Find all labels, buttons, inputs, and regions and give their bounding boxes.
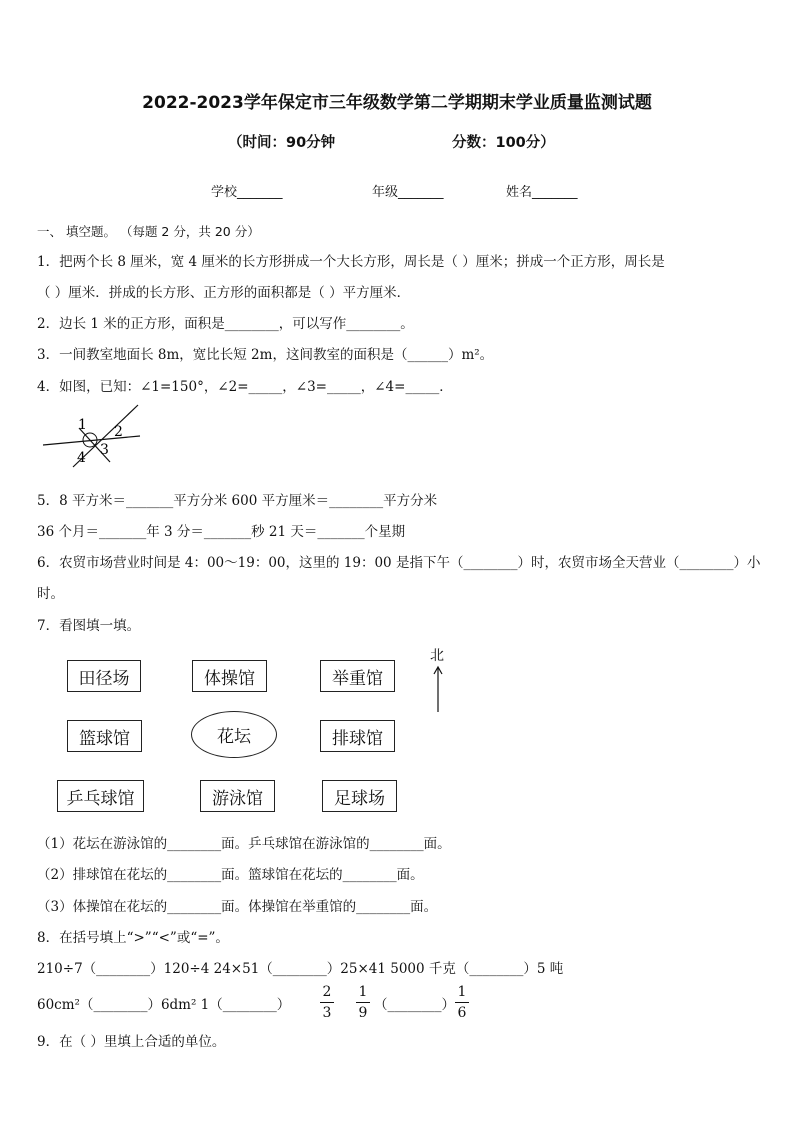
angle-figure — [40, 402, 150, 472]
school-field: 学校_______ — [211, 185, 283, 200]
question-7-sub-2: （2）排球馆在花坛的________面。篮球馆在花坛的________面。 — [37, 867, 424, 883]
section-heading: 一、 填空题。 （每题 2 分，共 20 分） — [37, 224, 260, 239]
fraction-bar — [455, 1002, 469, 1003]
box-zuqiu: 足球场 — [322, 780, 397, 812]
angle-label-3: 3 — [100, 442, 109, 458]
exam-time: （时间：90分钟 — [228, 135, 336, 151]
fraction-bar — [356, 1002, 370, 1003]
fraction-numerator: 2 — [322, 984, 332, 1000]
question-6-line-1: 6．农贸市场营业时间是 4：00～19：00，这里的 19：00 是指下午（________）时，农贸市场全天营业（________）小 — [37, 555, 761, 571]
fraction-two-thirds — [320, 983, 334, 1022]
question-3: 3．一间教室地面长 8m，宽比长短 2m，这间教室的面积是（______）m²。 — [37, 347, 494, 363]
angle-label-2: 2 — [114, 424, 123, 440]
question-1-line-1: 1．把两个长 8 厘米，宽 4 厘米的长方形拼成一个大长方形，周长是（ ）厘米；拼成一个正方形，周长是 — [37, 254, 665, 270]
question-8-line-2: 60cm²（________）6dm² 1（________） — [37, 997, 291, 1013]
box-paiqiu: 排球馆 — [320, 720, 395, 752]
fraction-bar — [320, 1002, 334, 1003]
fraction-denominator: 6 — [457, 1005, 467, 1021]
question-7: 7．看图填一填。 — [37, 618, 141, 634]
question-8: 8．在括号填上“>”“<”或“=”。 — [37, 930, 229, 946]
fraction-denominator: 3 — [322, 1005, 332, 1021]
north-arrow-icon — [432, 664, 444, 714]
box-youyong: 游泳馆 — [200, 780, 275, 812]
box-lanqiu: 篮球馆 — [67, 720, 142, 752]
question-2: 2．边长 1 米的正方形，面积是________，可以写作________。 — [37, 316, 414, 332]
question-5-line-2: 36 个月＝_______年 3 分＝_______秒 21 天＝_______个星期 — [37, 524, 406, 540]
exam-score: 分数：100分） — [452, 135, 555, 151]
fraction-numerator: 1 — [358, 984, 368, 1000]
grade-field: 年级_______ — [372, 185, 444, 200]
fraction-denominator: 9 — [358, 1005, 368, 1021]
box-ticao: 体操馆 — [192, 660, 267, 692]
question-6-line-2: 时。 — [37, 586, 64, 602]
north-label: 北 — [430, 648, 444, 664]
question-8-line-1: 210÷7（________）120÷4 24×51（________）25×41 5000 千克（________）5 吨 — [37, 961, 564, 977]
question-7-sub-3: （3）体操馆在花坛的________面。体操馆在举重馆的________面。 — [37, 899, 438, 915]
question-5-line-1: 5．8 平方米＝_______平方分米 600 平方厘米＝________平方分米 — [37, 493, 438, 509]
angle-label-4: 4 — [77, 450, 86, 466]
box-tianjing: 田径场 — [67, 660, 141, 692]
question-4: 4．如图，已知：∠1=150°，∠2=_____，∠3=_____，∠4=_____． — [37, 379, 453, 395]
fraction-one-sixth — [455, 983, 469, 1022]
name-field: 姓名_______ — [506, 185, 578, 200]
box-juzhong: 举重馆 — [320, 660, 395, 692]
exam-title: 2022-2023学年保定市三年级数学第二学期期末学业质量监测试题 — [142, 93, 652, 113]
question-7-sub-1: （1）花坛在游泳馆的________面。乒乓球馆在游泳馆的________面。 — [37, 836, 451, 852]
angle-label-1: 1 — [78, 417, 87, 433]
question-9: 9．在（ ）里填上合适的单位。 — [37, 1034, 226, 1050]
ellipse-huatan: 花坛 — [191, 711, 277, 758]
fraction-one-ninth — [356, 983, 370, 1022]
question-1-line-2: （ ）厘米．拼成的长方形、正方形的面积都是（ ）平方厘米． — [37, 285, 411, 301]
compare-blank: （________） — [374, 997, 455, 1013]
box-pingpang: 乒乓球馆 — [57, 780, 144, 812]
fraction-numerator: 1 — [457, 984, 467, 1000]
